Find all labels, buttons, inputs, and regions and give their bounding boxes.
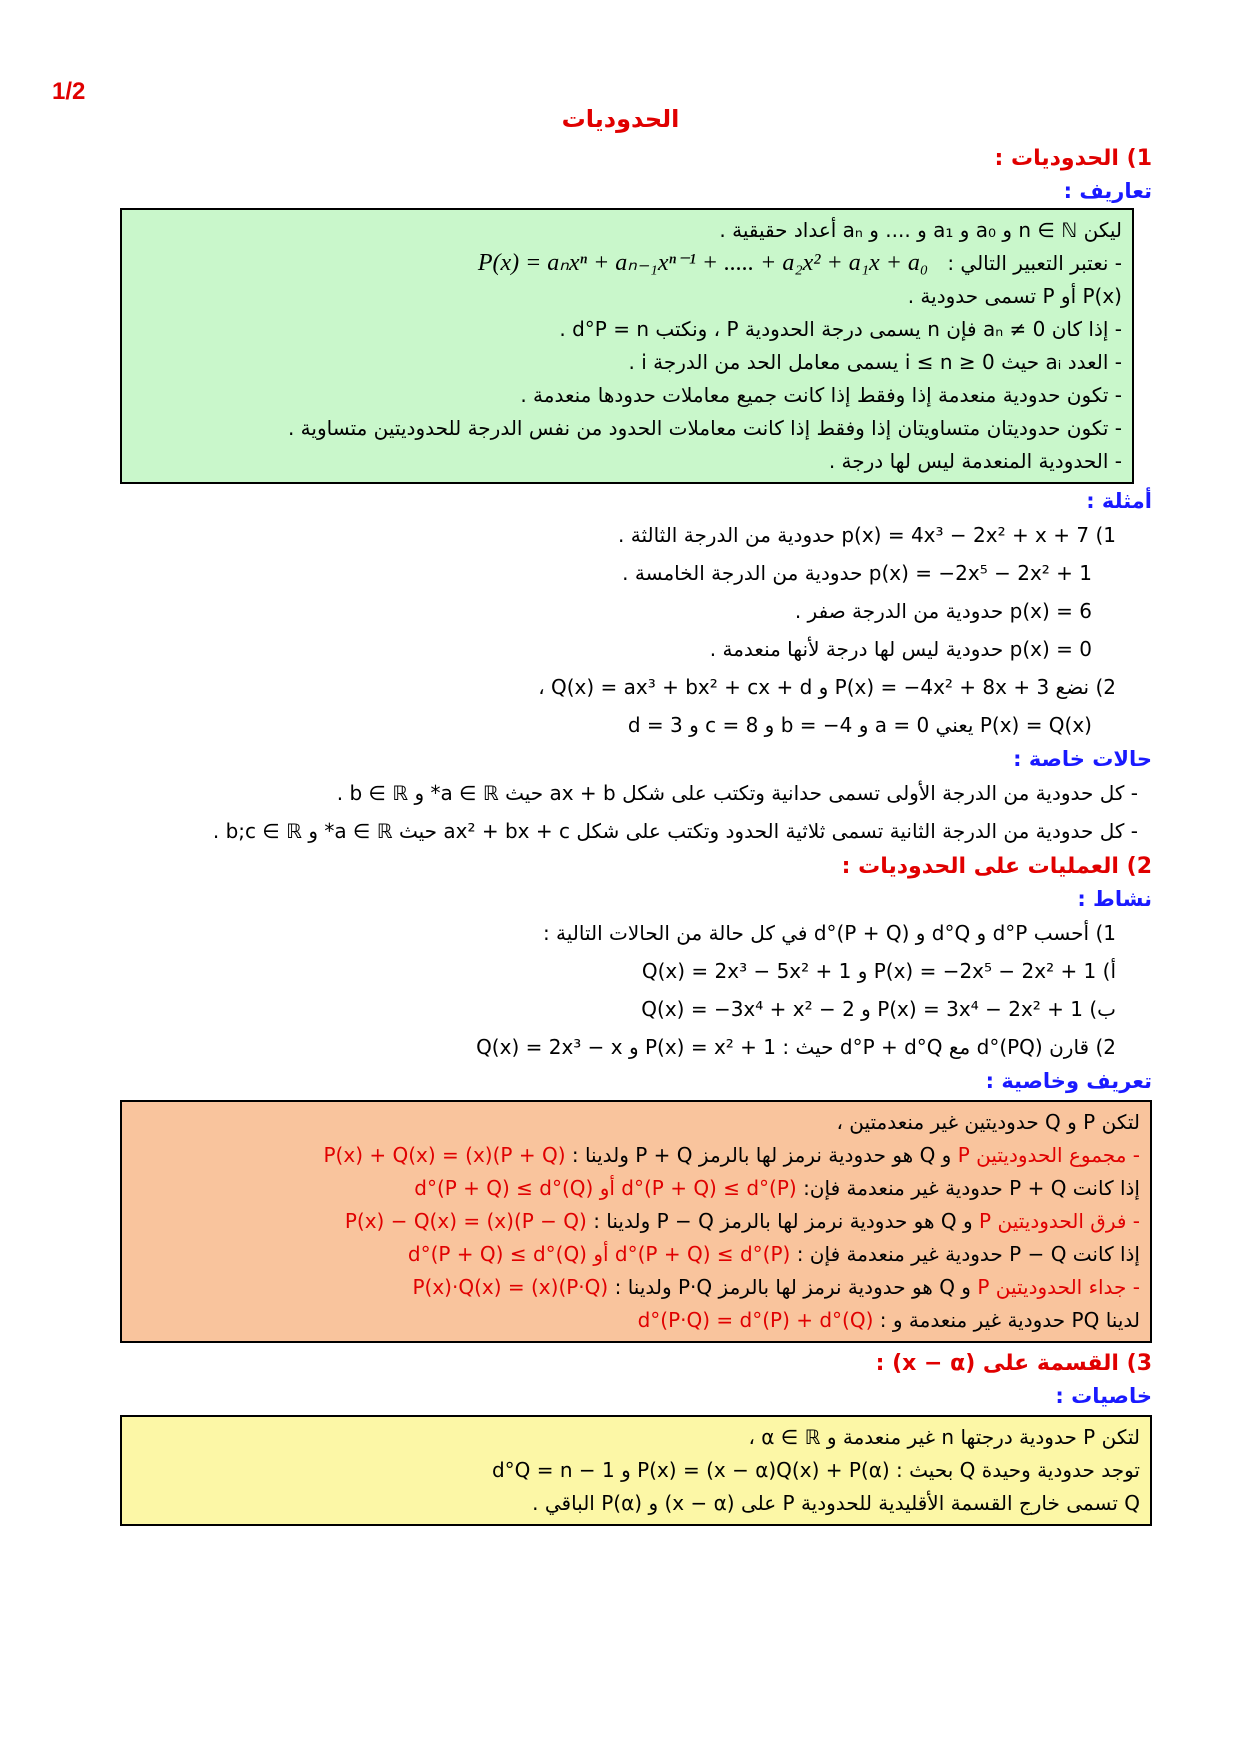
operation-text: و Q هو حدودية نرمز لها بالرمز P·Q ولدينا : <box>614 1275 971 1299</box>
operation-line <box>132 1172 1140 1205</box>
operation-line <box>132 1205 1140 1238</box>
definition-line: - تكون حدودية منعدمة إذا وفقط إذا كانت جميع معاملات حدودها منعدمة . <box>520 383 1122 407</box>
division-line: لتكن P حدودية درجتها n غير منعدمة و α ∈ ℝ ، <box>748 1425 1140 1449</box>
product-degree-formula: d°(P·Q) = d°(P) + d°(Q) <box>637 1308 874 1332</box>
difference-formula: (P − Q)(x) = P(x) − Q(x) <box>344 1209 587 1233</box>
example-line: p(x) = −2x⁵ − 2x² + 1 حدودية من الدرجة الخامسة . <box>622 561 1092 585</box>
page-number: 1/2 <box>52 78 86 105</box>
example-line: p(x) = 6 حدودية من الدرجة صفر . <box>794 599 1092 623</box>
definition-line <box>132 247 1122 280</box>
definition-line: - العدد aᵢ حيث 0 ≤ i ≤ n يسمى معامل الحد من الدرجة i . <box>628 350 1122 374</box>
example-line: 1) p(x) = 4x³ − 2x² + x + 7 حدودية من الدرجة الثالثة . <box>618 523 1116 547</box>
page-title: الحدوديات <box>561 105 680 133</box>
product-title: - جداء الحدوديتين P <box>977 1275 1140 1299</box>
operation-text: إذا كانت P + Q حدودية غير منعدمة فإن: <box>803 1176 1140 1200</box>
division-box <box>120 1415 1152 1526</box>
definition-property-label: تعريف وخاصية : <box>985 1069 1152 1093</box>
definition-line: P(x) أو P تسمى حدودية . <box>907 284 1122 308</box>
definition-line: ليكن n ∈ ℕ و a₀ و a₁ و .... و aₙ أعداد حقيقية . <box>719 218 1122 242</box>
activity-line: أ) P(x) = −2x⁵ − 2x² + 1 و Q(x) = 2x³ − 5x² + 1 <box>641 959 1116 983</box>
definition-line: - إذا كان aₙ ≠ 0 فإن n يسمى درجة الحدودية P ، ونكتب d°P = n . <box>559 317 1122 341</box>
polynomial-formula: P(x) = aₙxⁿ + aₙ₋₁xⁿ⁻¹ + ..... + a₂x² + a₁x + a₀ <box>477 250 929 276</box>
difference-title: - فرق الحدوديتين P <box>979 1209 1140 1233</box>
activity-label: نشاط : <box>1077 887 1152 911</box>
section-1-heading: 1) الحدوديات : <box>994 146 1152 171</box>
section-2-heading: 2) العمليات على الحدوديات : <box>841 854 1152 879</box>
operation-text: و Q هو حدودية نرمز لها بالرمز P − Q ولدينا : <box>593 1209 973 1233</box>
operation-text: لدينا PQ حدودية غير منعدمة و : <box>879 1308 1140 1332</box>
definition-text: - نعتبر التعبير التالي : <box>947 251 1122 275</box>
sum-degree-formula: d°(P + Q) ≤ d°(P) أو d°(P + Q) ≤ d°(Q) <box>414 1176 797 1200</box>
operation-text: إذا كانت P − Q حدودية غير منعدمة فإن : <box>796 1242 1140 1266</box>
examples-label: أمثلة : <box>1086 489 1152 513</box>
activity-line: ب) P(x) = 3x⁴ − 2x² + 1 و Q(x) = −3x⁴ + x² − 2 <box>641 997 1116 1021</box>
operations-box <box>120 1100 1152 1343</box>
definition-line: - تكون حدوديتان متساويتان إذا وفقط إذا كانت معاملات الحدود من نفس الدرجة للحدوديتين متساوية . <box>287 416 1122 440</box>
definitions-label: تعاريف : <box>1063 179 1152 203</box>
division-line: Q تسمى خارج القسمة الأقليدية للحدودية P على (x − α) و P(α) الباقي . <box>532 1491 1140 1515</box>
division-line: توجد حدودية وحيدة Q بحيث : P(x) = (x − α)Q(x) + P(α) و d°Q = n − 1 <box>491 1458 1140 1482</box>
operation-line <box>132 1238 1140 1271</box>
operation-line <box>132 1304 1140 1337</box>
document-body <box>120 142 1152 1530</box>
operation-text: و Q هو حدودية نرمز لها بالرمز P + Q ولدينا : <box>571 1143 952 1167</box>
properties-label: خاصيات : <box>1055 1384 1152 1408</box>
sum-formula: (P + Q)(x) = P(x) + Q(x) <box>323 1143 566 1167</box>
definition-line: - الحدودية المنعدمة ليس لها درجة . <box>828 449 1122 473</box>
special-case-line: - كل حدودية من الدرجة الأولى تسمى حدانية وتكتب على شكل ax + b حيث a ∈ ℝ* و b ∈ ℝ . <box>336 781 1138 805</box>
sum-title: - مجموع الحدوديتين P <box>957 1143 1140 1167</box>
difference-degree-formula: d°(P + Q) ≤ d°(P) أو d°(P + Q) ≤ d°(Q) <box>407 1242 791 1266</box>
definitions-box <box>120 208 1134 484</box>
activity-line: 2) قارن d°(PQ) مع d°P + d°Q حيث : P(x) = x² + 1 و Q(x) = 2x³ − x <box>476 1035 1116 1059</box>
product-formula: (P·Q)(x) = P(x)·Q(x) <box>412 1275 609 1299</box>
operation-line <box>132 1139 1140 1172</box>
activity-line: 1) أحسب d°P و d°Q و d°(P + Q) في كل حالة من الحالات التالية : <box>542 921 1116 945</box>
operation-line <box>132 1271 1140 1304</box>
section-3-heading: 3) القسمة على (x − α) : <box>875 1351 1152 1376</box>
example-line: p(x) = 0 حدودية ليس لها درجة لأنها منعدمة . <box>709 637 1092 661</box>
operation-line: لتكن P و Q حدوديتين غير منعدمتين ، <box>836 1110 1140 1134</box>
example-line: P(x) = Q(x) يعني a = 0 و b = −4 و c = 8 و d = 3 <box>627 713 1092 737</box>
example-line: 2) نضع P(x) = −4x² + 8x + 3 و Q(x) = ax³ + bx² + cx + d ، <box>538 675 1116 699</box>
special-cases-label: حالات خاصة : <box>1013 747 1152 771</box>
special-case-line: - كل حدودية من الدرجة الثانية تسمى ثلاثية الحدود وتكتب على شكل ax² + bx + c حيث a ∈ ℝ* و b;c ∈ ℝ . <box>212 819 1138 843</box>
